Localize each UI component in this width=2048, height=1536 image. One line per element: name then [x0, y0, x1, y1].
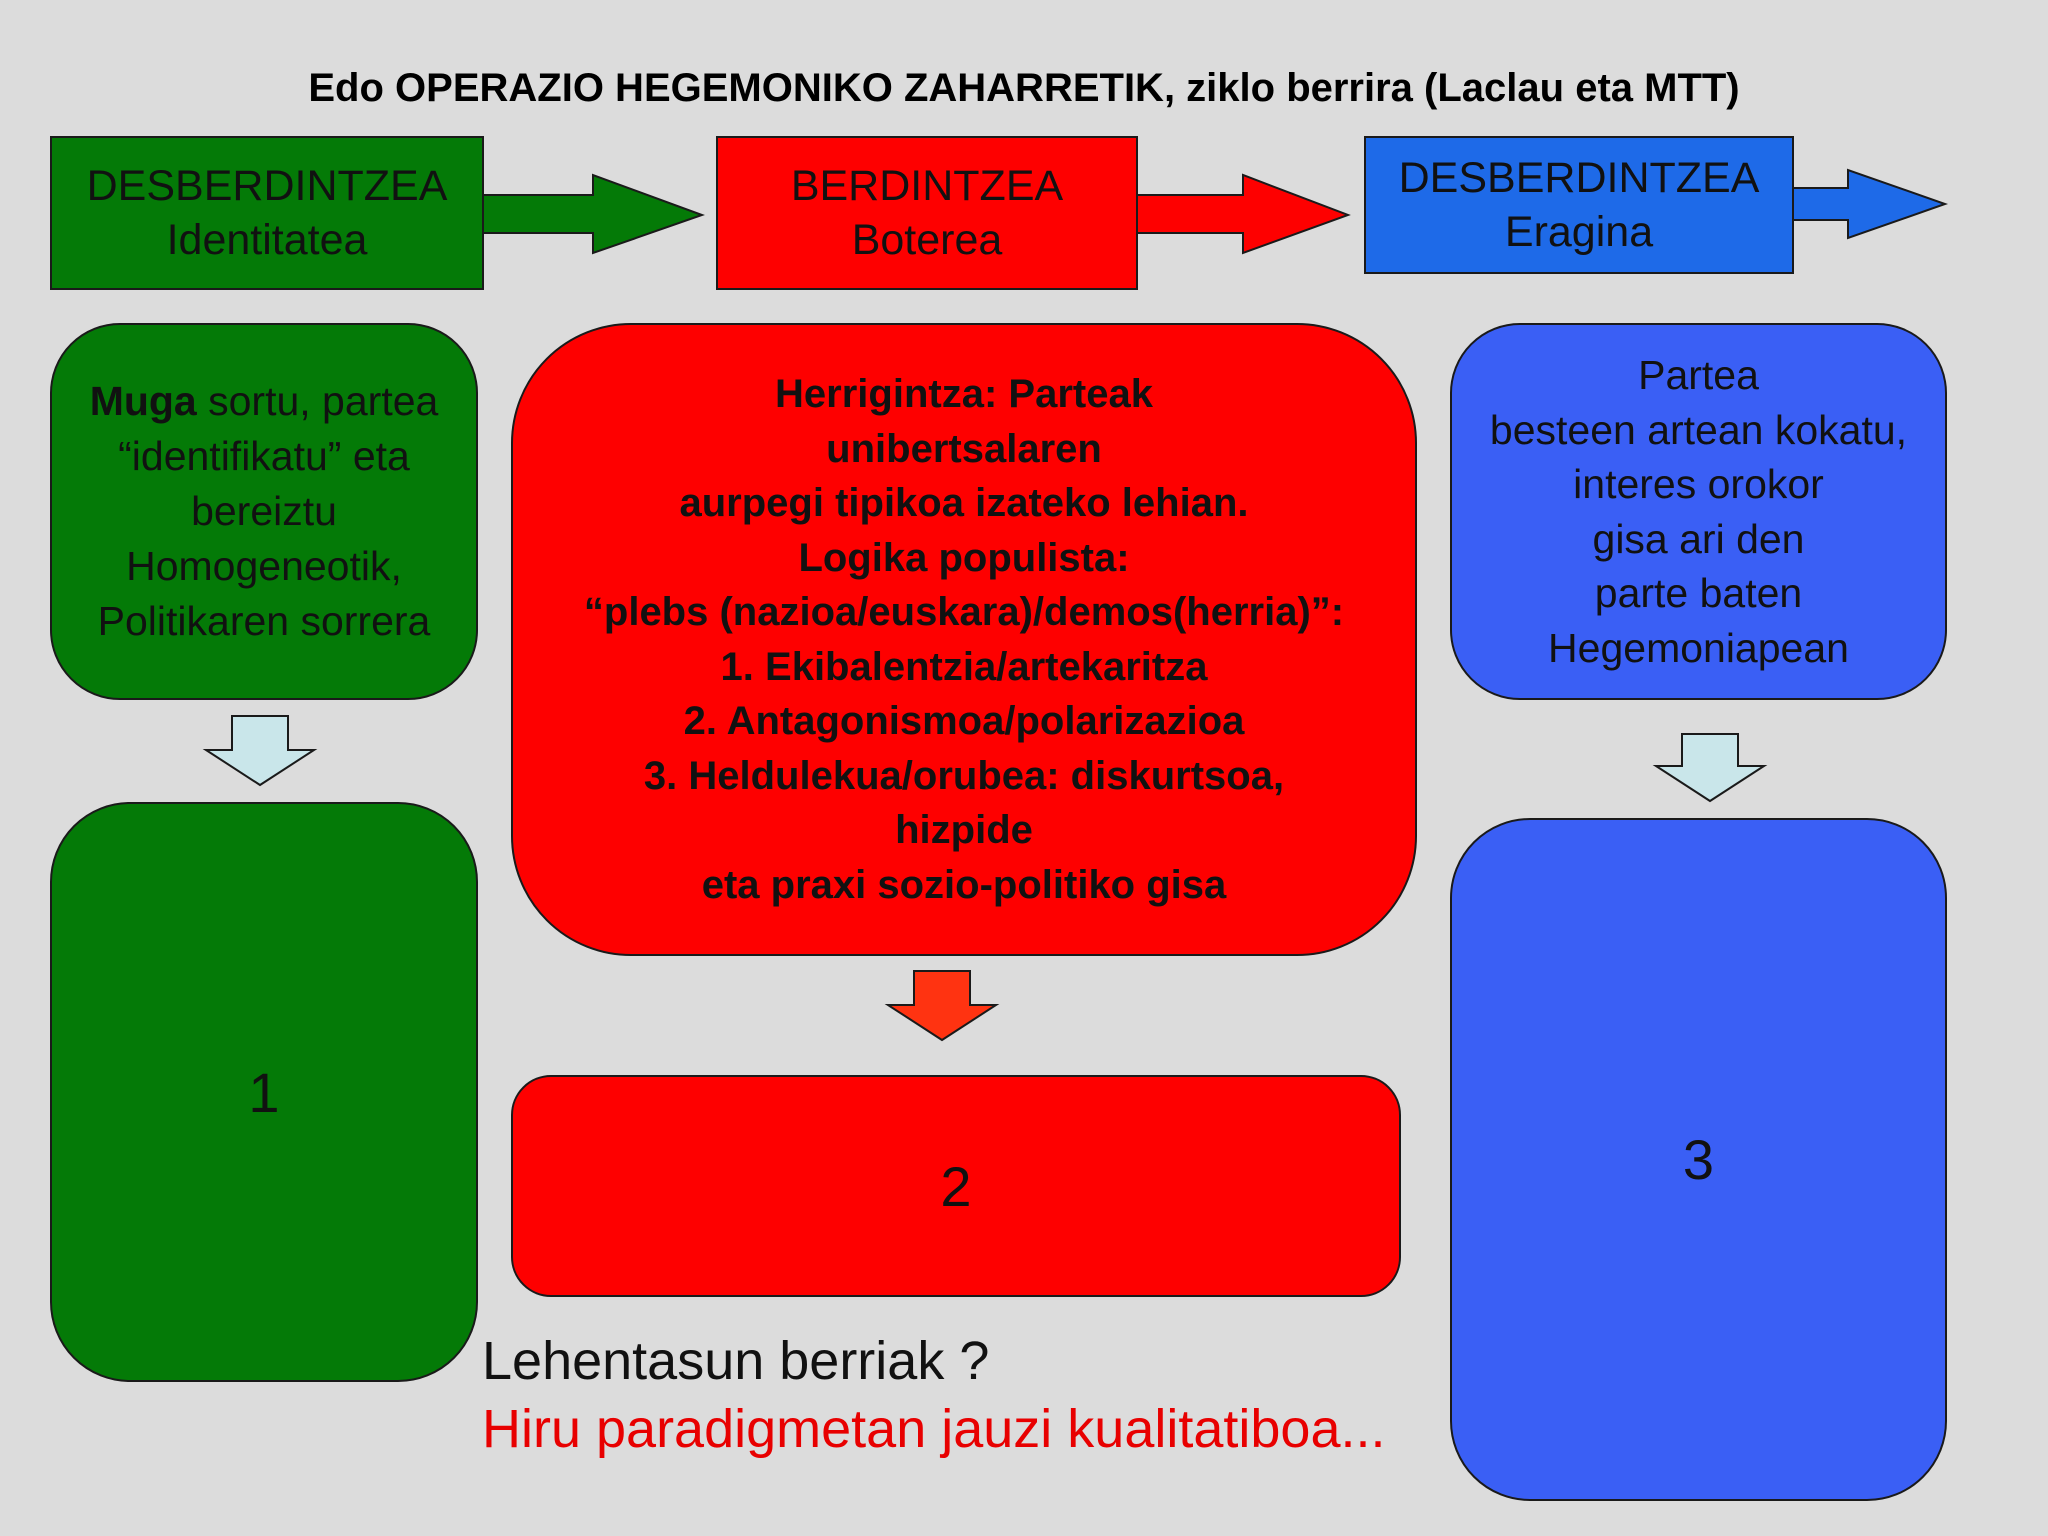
result-number: 3	[1682, 1128, 1715, 1191]
text-line: parte baten	[1594, 570, 1803, 616]
influence-description-box	[1450, 323, 1947, 700]
text-line: Hegemoniapean	[1548, 624, 1849, 671]
header-subtitle: Identitatea	[166, 216, 368, 264]
header-desberdintzea-identitatea	[50, 136, 484, 290]
result-number: 2	[940, 1154, 972, 1218]
text-line: bereiztu	[191, 488, 337, 534]
text-line: 3. Heldulekua/orubea: diskurtsoa,	[643, 753, 1285, 798]
header-berdintzea-boterea	[716, 136, 1138, 290]
bold-keyword: Muga	[89, 378, 197, 424]
text-line	[90, 374, 439, 429]
text-fragment: sortu, partea	[196, 378, 439, 424]
text-line: interes orokor	[1573, 461, 1824, 507]
header-subtitle: Eragina	[1504, 208, 1654, 256]
text-line: gisa ari den	[1592, 515, 1805, 562]
text-line: besteen artean kokatu,	[1489, 406, 1908, 453]
right-arrow-green-icon	[480, 175, 705, 255]
text-line: Politikaren sorrera	[97, 598, 431, 644]
right-arrow-blue-icon	[1790, 170, 1950, 240]
text-line: unibertsalaren	[826, 426, 1102, 471]
text-line: Partea	[1638, 352, 1759, 398]
text-line: Logika populista:	[798, 535, 1130, 580]
text-line: aurpegi tipikoa izateko lehian.	[679, 481, 1249, 525]
text-line: “identifikatu” eta	[118, 433, 410, 479]
result-box-1	[50, 802, 478, 1382]
down-arrow-green-column-icon	[204, 715, 316, 787]
down-arrow-blue-column-icon	[1654, 733, 1766, 803]
slide-title: Edo OPERAZIO HEGEMONIKO ZAHARRETIK, ziklo berrira (Laclau eta MTT)	[308, 66, 1740, 110]
header-subtitle: Boterea	[851, 216, 1003, 264]
identity-description-box	[50, 323, 478, 700]
down-arrow-red-column-icon	[886, 970, 998, 1042]
result-box-3	[1450, 818, 1947, 1501]
text-line: 1. Ekibalentzia/artekaritza	[720, 644, 1208, 689]
qualitative-leap-statement: Hiru paradigmetan jauzi kualitatiboa...	[482, 1399, 1386, 1459]
header-title: DESBERDINTZEA	[1398, 154, 1760, 202]
text-line: Homogeneotik,	[126, 543, 402, 589]
text-line: hizpide	[895, 808, 1033, 852]
text-line: Herrigintza: Parteak	[775, 372, 1153, 416]
header-title: BERDINTZEA	[790, 162, 1064, 210]
text-line: “plebs (nazioa/euskara)/demos(herria)”:	[583, 590, 1345, 634]
result-number: 1	[248, 1060, 280, 1124]
right-arrow-red-icon	[1135, 175, 1350, 255]
text-line: eta praxi sozio-politiko gisa	[701, 862, 1227, 907]
power-description-box	[511, 323, 1417, 956]
new-priorities-question: Lehentasun berriak ?	[482, 1331, 990, 1391]
header-desberdintzea-eragina	[1364, 136, 1794, 274]
result-box-2	[511, 1075, 1401, 1297]
header-title: DESBERDINTZEA	[86, 162, 448, 210]
text-line: 2. Antagonismoa/polarizazioa	[683, 699, 1245, 743]
